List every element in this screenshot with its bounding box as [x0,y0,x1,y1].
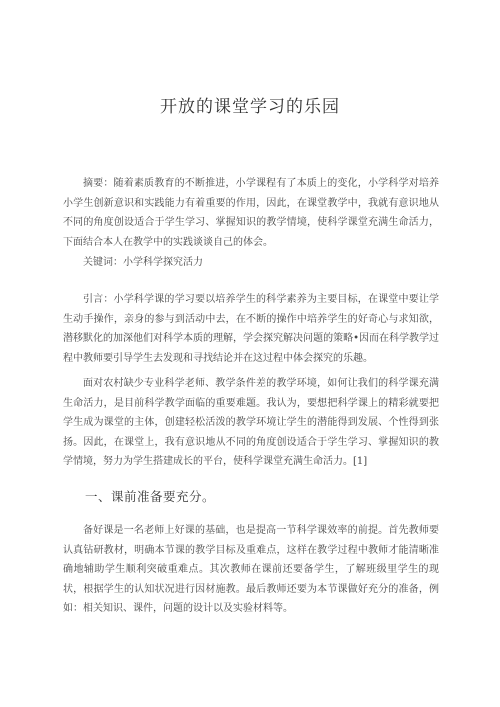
body-paragraph-1: 面对农村缺少专业科学老师、教学条件差的教学环境，如何让我们的科学课充满生命活力，是目前科学教学面临的重要难题。我认为，要想把科学课上的精彩就要把学生成为课堂的主体，创建轻松活泼的教学环境让学生的潜能得到发展、个性得到张扬。因此，在课堂上，我有意识地从不同的角度创设适合于学生学习、掌握知识的教学情境，努力为学生搭建成长的平台，使科学课堂充满生命活力。[1] [63,378,439,468]
section-heading: 一、课前准备要充分。 [85,489,216,504]
document-title: 开放的课堂学习的乐园 [160,97,340,117]
abstract-paragraph: 摘要：随着素质教育的不断推进，小学课程有了本质上的变化，小学科学对培养小学生创新意识和实践能力有着重要的作用，因此，在课堂教学中，我就有意识地从不同的角度创设适合于学生学习、掌握知识的教学情境，使科学课堂充满生命活力，下面结合本人在教学中的实践谈谈自己的体会。 [63,178,439,248]
body-paragraph-2: 备好课是一名老师上好课的基础，也是提高一节科学课效率的前提。首先教师要认真钻研教材，明确本节课的教学目标及重难点，这样在教学过程中教师才能清晰准确地辅助学生顺利突破重难点。其次教师在课前还要备学生，了解班级里学生的现状，根据学生的认知状况进行因材施教。最后教师还要为本节课做好充分的准备，例如：相关知识、课件，问题的设计以及实验材料等。 [63,525,439,615]
keywords-paragraph: 关键词：小学科学探究活力 [83,257,203,268]
intro-paragraph: 引言：小学科学课的学习要以培养学生的科学素养为主要目标，在课堂中要让学生动手操作，亲身的参与到活动中去，在不断的操作中培养学生的好奇心与求知欲，潜移默化的加深他们对科学本质的理解，学会探究解决问题的策略•因而在科学教学过程中教师要引导学生去发现和寻找结论并在这过程中体会探究的乐趣。 [63,294,439,364]
